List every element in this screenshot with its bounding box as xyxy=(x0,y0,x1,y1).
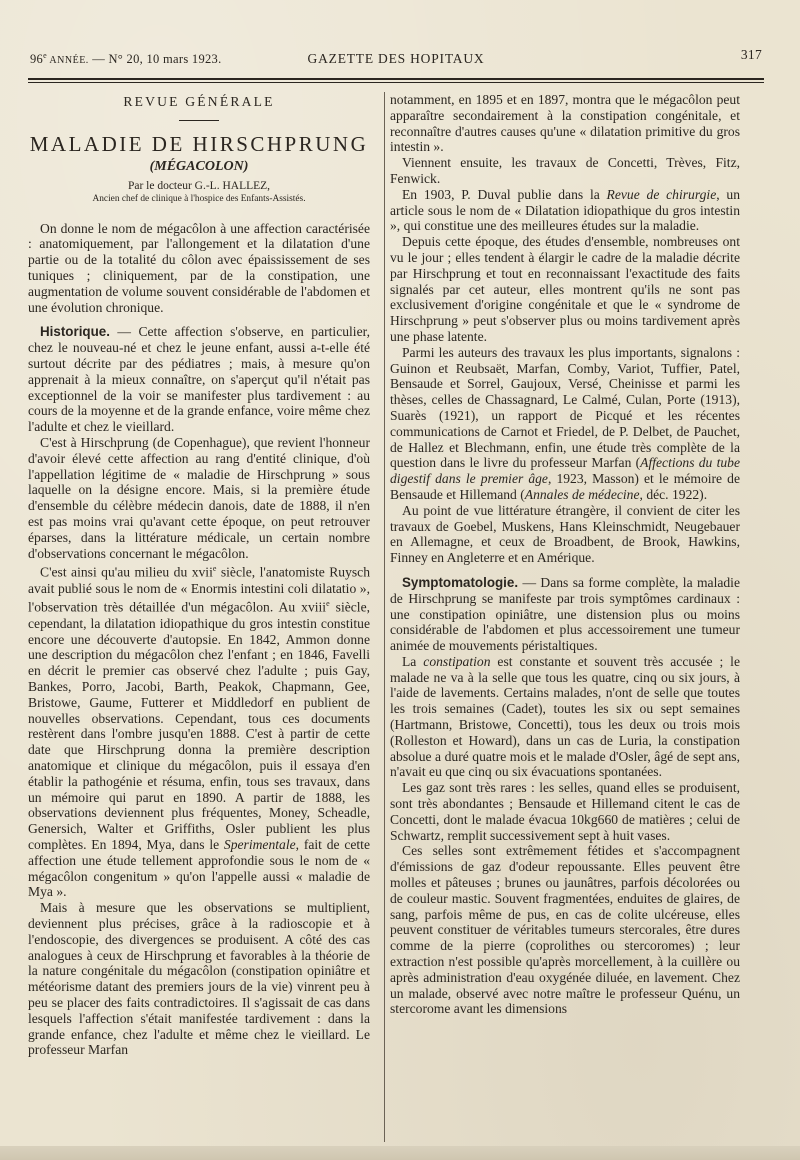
page-number: 317 xyxy=(740,47,762,62)
author-affiliation: Ancien chef de clinique à l'hospice des Enfants-Assistés. xyxy=(92,193,306,204)
paragraph-history-detail: C'est ainsi qu'au milieu du xvii$^e$ siècle, l'anatomiste Ruysch avait publié sous le nom de « Enormis intestini coli dilatatio », l'observation très détaillée d'un mégacôlon. Au xviii$^e$ siècle, cependant, la dilatation idiopathique du gros intestin constitue encore une découverte d'autopsie. En 1842, Ammon donne une description du mégacôlon chez l'enfant ; en 1846, Favelli en décrit le premier cas observé chez l'adulte ; puis Gay, Bankes, Porro, Jacobi, Barth, Peakok, Chapmann, Gee, Bristowe, Gaume, Futterer et Middledorf en publient de nouvelles observations. Cependant, tous ces documents restèrent dans l'ombre jusqu'en 1888. C'est à partir de cette date que Hirschprung donna la première description anatomique et clinique du mégacôlon, puis il essaya d'en établir la pathogénie et résuma, enfin, tous ses travaux, dans un mémoire qui parut en 1890. A partir de 1888, les observations deviennent plus fréquentes, Money, Scheadle, Genersich, Walter et Griffiths, Osler publient les plus complètes. En 1894, Mya, dans le Sperimentale, fait de cette affection une étude tellement approfondie sous le nom de « mégacôlon congenitum » qu'on l'appelle aussi « maladie de Mya ». xyxy=(28,564,370,900)
byline: Par le docteur G.-L. HALLEZ, xyxy=(127,179,271,192)
paragraph-auteurs: Parmi les auteurs des travaux les plus importants, signalons : Guinon et Reubsaët, Marfan, Comby, Variot, Tuffier, Patel, Bensaude et Sorrel, Gaujoux, Versé, Cheinisse et parmi les thèses, celles de Chassagnard, Le Calmé, Culan, Porte (1913), Suarès (1921), un rapport de Picqué et les récentes communications de Carnot et Friedel, de P. Delbet, de Pauchet, de Hallez et Blechmann, enfin, une étude très complète de la question dans le livre du professeur Marfan (Affections du tube digestif dans le premier âge, 1923, Masson) et le mémoire de Bensaude et Hillemand (Annales de médecine, déc. 1922). xyxy=(390,344,740,502)
paragraph-selles: Ces selles sont extrêmement fétides et s'accompagnent d'émissions de gaz d'odeur repoussante. Elles peuvent être molles et pâteuses ; brunes ou jaunâtres, parfois décolorées ou de couleur mastic. Souvent fragmentées, enduites de glaires, de sang, parfois même de pus, en cas de colite ulcéreuse, elles peuvent constituer de véritables tumeurs stercorales, être dures comme de la pierre (coprolithes ou stercoromes) ; leur extraction n'est possible qu'après morcellement, à la cuillère ou après administration d'eau oxygénée diluée, en lavement. Chez un malade, observé avec notre maître le professeur Quénu, un stercorome avant les dimensions xyxy=(390,843,740,1017)
paragraph-concetti: Viennent ensuite, les travaux de Concetti, Trèves, Fitz, Fenwick. xyxy=(390,155,740,186)
paragraph-marfan: notamment, en 1895 et en 1897, montra que le mégacôlon peut apparaître secondairement à la constipation congénitale, et reconnaître d'autres causes qu'une « dilatation primitive du gros intestin ». xyxy=(390,92,740,155)
article-title: MALADIE DE HIRSCHPRUNG xyxy=(29,131,369,156)
symptomatologie-paragraph: Symptomatologie. — Dans sa forme complète, la maladie de Hirschprung se manifeste par trois symptômes cardinaux : une constipation opiniâtre, une distension plus ou moins considérable de l'abdomen et plus accessoirement une tumeur animée de mouvements péristaltiques. xyxy=(390,574,740,654)
article-subtitle: (MÉGACOLON) xyxy=(149,158,249,174)
historique-paragraph: Historique. — Cette affection s'observe, en particulier, chez le nouveau-né et chez le jeune enfant, aussi a-t-elle été surtout décrite par des pédiatres ; mais, à mesure qu'on apprenait à la mieux connaître, on s'aperçut qu'il n'était pas exceptionnel de la voir se manifester plus tardivement : au cours de la moyenne et de la grande enfance, voire même chez l'adulte et chez le vieillard. xyxy=(28,324,370,435)
paragraph-gaz: Les gaz sont très rares : les selles, quand elles se produisent, sont très abondantes ; Bensaude et Hillemand citent le cas de Concetti, dont le malade évacua 10kg660 de matières ; celui de Schwartz, remplit successivement sept à huit vases. xyxy=(390,780,740,843)
running-header xyxy=(30,47,762,73)
intro-paragraph: On donne le nom de mégacôlon à une affection caractérisée : anatomiquement, par l'allongement et la dilatation d'une partie ou de la totalité du côlon avec épaississement de ses tuniques ; cliniquement, par de la constipation, une augmentation de volume souvent considérable de l'abdomen et une évolution chronique. xyxy=(28,220,370,315)
paragraph-constipation: La constipation est constante et souvent très accusée ; le malade ne va à la selle que tous les quatre, cinq ou six jours, à l'aide de lavements. Certains malades, n'ont de selle que toutes les trois semaines (Cadet), toutes les six ou sept semaines (Hartmann, Bristowe, Concetti), tous les deux ou trois mois (Rolleston et Howard), dans un cas de Luria, la constipation absolue a duré quatre mois et le malade d'Osler, âgé de sept ans, n'avait eu que cinq ou six évacuations spontanées. xyxy=(390,653,740,780)
paragraph-divergences: Mais à mesure que les observations se multiplient, deviennent plus précises, grâce à la radioscopie et à l'endoscopie, des divergences se produisent. A côté des cas analogues à ceux de Hirschprung et favorables à la théorie de la nature congénitale du mégacôlon (constipation opiniâtre et météorisme datant des premiers jours de la vie) vinrent peu à peu se placer des faits contradictoires. Il s'agissait de cas dans lesquels l'affection s'était manifestée tardivement : dans la grande enfance, chez l'adulte et même chez le vieillard. Le professeur Marfan xyxy=(28,900,370,1058)
header-rule xyxy=(28,78,764,80)
section-heading-historique: Historique. xyxy=(40,324,110,340)
page-edge xyxy=(0,1146,800,1160)
divider xyxy=(179,120,219,121)
column-divider xyxy=(384,92,385,1142)
right-column xyxy=(390,92,740,1017)
section-label: REVUE GÉNÉRALE xyxy=(123,94,275,109)
left-column xyxy=(28,92,370,1058)
header-rule-thin xyxy=(28,82,764,83)
paragraph-duval: En 1903, P. Duval publie dans la Revue de chirurgie, un article sous le nom de « Dilatation idiopathique du gros intestin », qui constitue une des meilleures études sur la maladie. xyxy=(390,186,741,234)
issue-info: 96e ANNÉE. — N° 20, 10 mars 1923. xyxy=(30,51,222,67)
journal-name: GAZETTE DES HOPITAUX xyxy=(307,51,485,66)
paragraph-hirschprung: C'est à Hirschprung (de Copenhague), que revient l'honneur d'avoir élevé cette affection au rang d'entité clinique, d'où l'appellation légitime de « maladie de Hirschprung » sous laquelle on la désigne encore. Mais, si la première étude d'ensemble du célèbre médecin danois, date de 1888, il n'en est pas moins vrai qu'avant cette époque, on peut retrouver éparses, dans la littérature médicale, un certain nombre d'observations concernant le mégacôlon. xyxy=(28,434,370,561)
spacer xyxy=(28,315,370,324)
paragraph-etudes: Depuis cette époque, des études d'ensemble, nombreuses ont vu le jour ; elles tendent à élargir le cadre de la maladie décrite par Hirschprung et tout en reconnaissant l'exactitude des faits signalés par cet auteur, elles montrent qu'ils ne sont pas exclusivement d'origine congénitale et que le « syndrome de Hirschprung » peut s'observer plus ou moins tardivement après une phase latente. xyxy=(390,234,740,344)
paragraph-etrangere: Au point de vue littérature étrangère, il convient de citer les travaux de Goebel, Muskens, Hans Kleinschmidt, Neugebauer en Allemagne, et ceux de Broadbent, de Brook, Hawkins, Finney en Angleterre et en Amérique. xyxy=(390,502,740,566)
spacer xyxy=(390,566,740,575)
section-heading-symptomatologie: Symptomatologie. xyxy=(402,574,519,590)
